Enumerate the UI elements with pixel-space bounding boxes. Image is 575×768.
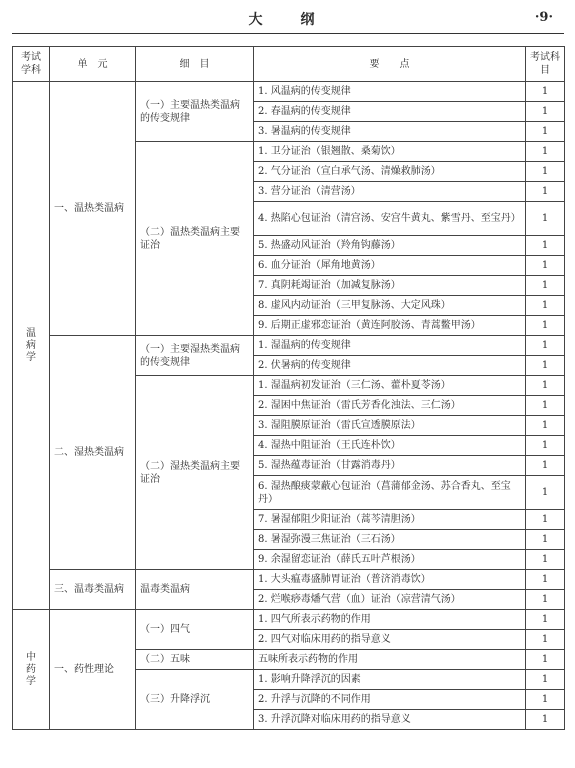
subject-name: 温病学: [26, 327, 36, 363]
count-cell: 1: [526, 670, 565, 690]
detail-cell: （一）主要湿热类温病的传变规律: [136, 336, 254, 376]
page-number: ·9·: [534, 10, 553, 25]
count-cell: 1: [526, 396, 565, 416]
point-cell: 1. 四气所表示药物的作用: [254, 610, 526, 630]
count-cell: 1: [526, 122, 565, 142]
count-cell: 1: [526, 102, 565, 122]
point-cell: 2. 春温病的传变规律: [254, 102, 526, 122]
header-rule: [12, 33, 564, 34]
count-cell: 1: [526, 610, 565, 630]
count-cell: 1: [526, 630, 565, 650]
unit-cell: 二、湿热类温病: [50, 336, 136, 570]
count-cell: 1: [526, 182, 565, 202]
point-cell: 7. 真阴耗竭证治（加减复脉汤）: [254, 276, 526, 296]
point-cell: 5. 热盛动风证治（羚角钩藤汤）: [254, 236, 526, 256]
page-title: 大 纲: [248, 12, 327, 28]
point-cell: 7. 暑湿郁阻少阳证治（蒿芩清胆汤）: [254, 510, 526, 530]
point-cell: 9. 后期正虚邪恋证治（黄连阿胶汤、青蒿鳖甲汤）: [254, 316, 526, 336]
point-cell: 1. 湿温病初发证治（三仁汤、藿朴夏苓汤）: [254, 376, 526, 396]
point-cell: 8. 暑湿弥漫三焦证治（三石汤）: [254, 530, 526, 550]
count-cell: 1: [526, 256, 565, 276]
point-cell: 2. 四气对临床用药的指导意义: [254, 630, 526, 650]
subject-name: 中药学: [26, 651, 36, 687]
point-cell: 1. 湿温病的传变规律: [254, 336, 526, 356]
point-cell: 6. 血分证治（犀角地黄汤）: [254, 256, 526, 276]
detail-cell: （三）升降浮沉: [136, 670, 254, 730]
count-cell: 1: [526, 510, 565, 530]
point-cell: 2. 烂喉痧毒燔气营（血）证治（凉营清气汤）: [254, 590, 526, 610]
point-cell: 6. 湿热酿痰蒙蔽心包证治（菖蒲郁金汤、苏合香丸、至宝丹）: [254, 476, 526, 510]
count-cell: 1: [526, 590, 565, 610]
count-cell: 1: [526, 376, 565, 396]
col-header-unit: 单 元: [50, 47, 136, 82]
point-cell: 8. 虚风内动证治（三甲复脉汤、大定风珠）: [254, 296, 526, 316]
count-cell: 1: [526, 336, 565, 356]
point-cell: 4. 湿热中阻证治（王氏连朴饮）: [254, 436, 526, 456]
point-cell: 1. 风温病的传变规律: [254, 82, 526, 102]
count-cell: 1: [526, 202, 565, 236]
detail-cell: （一）主要温热类温病的传变规律: [136, 82, 254, 142]
detail-cell: （一）四气: [136, 610, 254, 650]
point-cell: 3. 营分证治（清营汤）: [254, 182, 526, 202]
count-cell: 1: [526, 570, 565, 590]
point-cell: 五味所表示药物的作用: [254, 650, 526, 670]
syllabus-table: [12, 46, 565, 730]
count-cell: 1: [526, 356, 565, 376]
unit-cell: 一、温热类温病: [50, 82, 136, 336]
page-header: [0, 0, 575, 38]
detail-cell: 温毒类温病: [136, 570, 254, 610]
point-cell: 3. 湿阻膜原证治（雷氏宣透膜原法）: [254, 416, 526, 436]
count-cell: 1: [526, 650, 565, 670]
point-cell: 1. 卫分证治（银翘散、桑菊饮）: [254, 142, 526, 162]
table-row: [13, 82, 565, 102]
subject-cell: [13, 82, 50, 610]
point-cell: 2. 湿困中焦证治（雷氏芳香化浊法、三仁汤）: [254, 396, 526, 416]
count-cell: 1: [526, 82, 565, 102]
count-cell: 1: [526, 162, 565, 182]
count-cell: 1: [526, 550, 565, 570]
count-cell: 1: [526, 436, 565, 456]
table-row: [13, 570, 565, 590]
point-cell: 3. 暑温病的传变规律: [254, 122, 526, 142]
count-cell: 1: [526, 416, 565, 436]
table-row: [13, 336, 565, 356]
point-cell: 4. 热陷心包证治（清宫汤、安宫牛黄丸、紫雪丹、至宝丹）: [254, 202, 526, 236]
unit-cell: 一、药性理论: [50, 610, 136, 730]
point-cell: 9. 余湿留恋证治（薛氏五叶芦根汤）: [254, 550, 526, 570]
detail-cell: （二）湿热类温病主要证治: [136, 376, 254, 570]
count-cell: 1: [526, 316, 565, 336]
count-cell: 1: [526, 142, 565, 162]
count-cell: 1: [526, 236, 565, 256]
point-cell: 3. 升浮沉降对临床用药的指导意义: [254, 710, 526, 730]
col-header-detail: 细 目: [136, 47, 254, 82]
point-cell: 1. 影响升降浮沉的因素: [254, 670, 526, 690]
point-cell: 5. 湿热蕴毒证治（甘露消毒丹）: [254, 456, 526, 476]
detail-cell: （二）温热类温病主要证治: [136, 142, 254, 336]
count-cell: 1: [526, 276, 565, 296]
point-cell: 2. 升浮与沉降的不同作用: [254, 690, 526, 710]
col-header-points: 要 点: [254, 47, 526, 82]
count-cell: 1: [526, 476, 565, 510]
table-row: [13, 610, 565, 630]
detail-cell: （二）五味: [136, 650, 254, 670]
count-cell: 1: [526, 710, 565, 730]
count-cell: 1: [526, 690, 565, 710]
count-cell: 1: [526, 296, 565, 316]
point-cell: 1. 大头瘟毒盛肺胃证治（普济消毒饮）: [254, 570, 526, 590]
table-header-row: [13, 47, 565, 82]
col-header-subject: 考试学科: [13, 47, 50, 82]
point-cell: 2. 伏暑病的传变规律: [254, 356, 526, 376]
point-cell: 2. 气分证治（宣白承气汤、清燥救肺汤）: [254, 162, 526, 182]
count-cell: 1: [526, 456, 565, 476]
subject-cell: [13, 610, 50, 730]
count-cell: 1: [526, 530, 565, 550]
col-header-count: 考试科目: [526, 47, 565, 82]
unit-cell: 三、温毒类温病: [50, 570, 136, 610]
